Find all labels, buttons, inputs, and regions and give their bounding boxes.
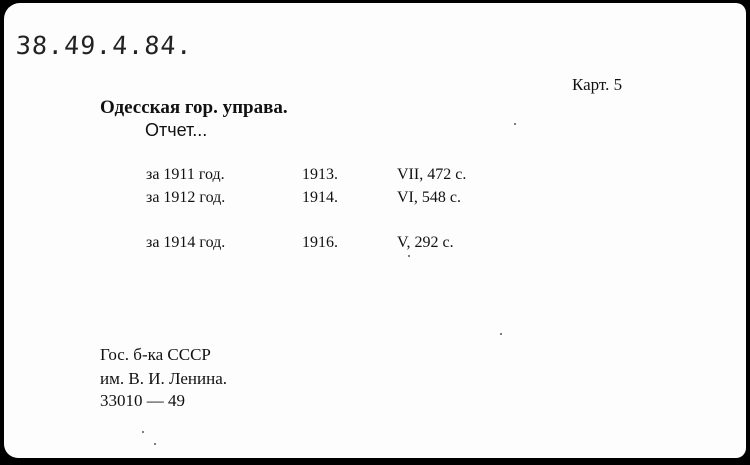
paper-speck (142, 431, 144, 433)
catalog-card (4, 3, 746, 458)
report-row (4, 189, 746, 211)
report-pages: VI, 548 с. (397, 189, 461, 206)
paper-speck (500, 333, 502, 335)
card-subtitle: Отчет... (145, 120, 208, 140)
report-period: за 1911 год. (146, 166, 225, 183)
report-period: за 1914 год. (146, 234, 226, 251)
card-title: Одесская гор. управа. (100, 97, 288, 118)
report-row (4, 234, 746, 256)
report-year: 1916. (302, 234, 338, 251)
report-pages: V, 292 с. (397, 234, 454, 251)
library-dedication: им. В. И. Ленина. (100, 369, 228, 388)
card-number: Карт. 5 (572, 75, 623, 94)
report-row (4, 166, 746, 188)
paper-speck (154, 443, 156, 445)
report-year: 1914. (302, 189, 338, 206)
report-pages: VII, 472 с. (397, 166, 467, 183)
handwritten-shelfmark: 38.49.4.84. (15, 31, 194, 60)
library-name: Гос. б-ка СССР (100, 345, 211, 364)
paper-speck (514, 123, 516, 125)
report-period: за 1912 год. (146, 189, 226, 206)
report-year: 1913. (302, 166, 338, 183)
paper-speck (408, 255, 410, 257)
card-print-code: 33010 — 49 (100, 391, 185, 410)
